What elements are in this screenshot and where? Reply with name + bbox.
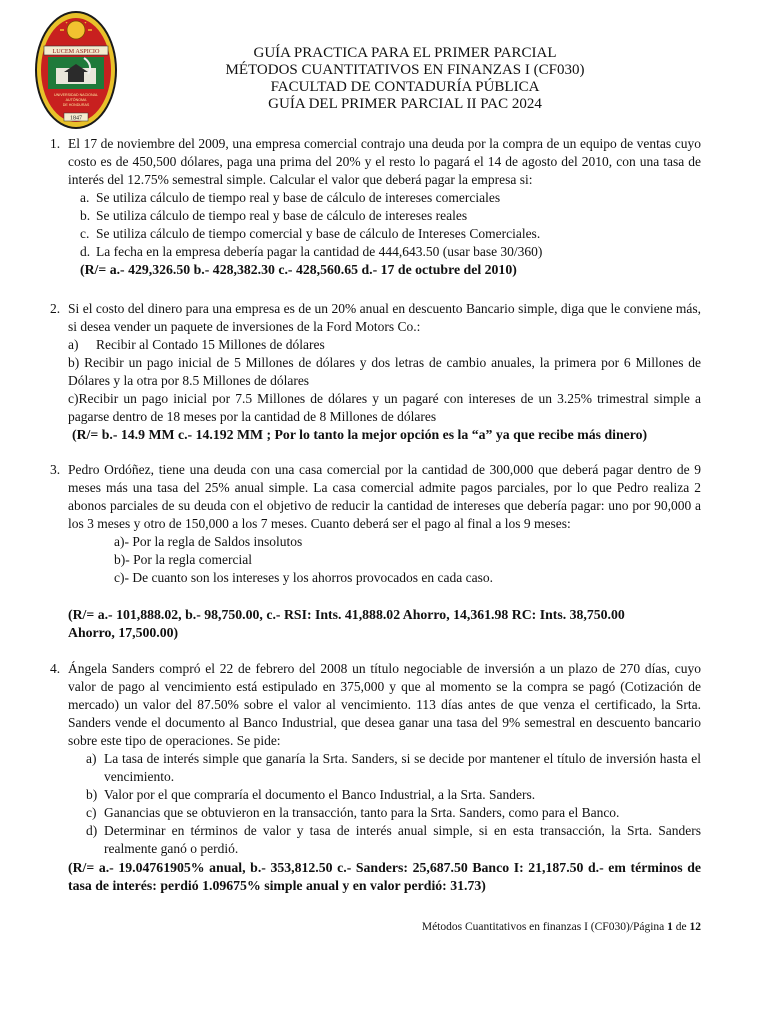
document-header xyxy=(130,45,680,113)
item-letter: b) xyxy=(86,787,98,802)
item-text: Determinar en términos de valor y tasa de interés anual simple, si en esta transacción, la Srta. Sanders realmente ganó o perdió. xyxy=(104,823,701,856)
footer-of: de xyxy=(672,921,690,933)
list-item xyxy=(68,750,701,786)
item-letter: d) xyxy=(86,823,98,838)
university-logo xyxy=(34,10,118,130)
item-letter: c) xyxy=(68,391,79,406)
header-line-1: GUÍA PRACTICA PARA EL PRIMER PARCIAL xyxy=(253,45,557,61)
item-letter: d. xyxy=(80,244,91,259)
item-text: La tasa de interés simple que ganaría la Srta. Sanders, si se decide por mantener el título de inversión hasta el vencimiento. xyxy=(104,751,701,784)
item-letter: a) xyxy=(68,337,79,352)
answer-line-1: (R/= a.- 101,888.02, b.- 98,750.00, c.- RSI: Ints. 41,888.02 Ahorro, 14,361.98 RC: Ints. 38,750.00 xyxy=(68,607,625,622)
page-number: 1 xyxy=(667,921,673,933)
item-letter: a)- xyxy=(114,534,129,549)
header-line-3: FACULTAD DE CONTADURÍA PÚBLICA xyxy=(270,79,540,95)
question-number: 4. xyxy=(50,661,61,676)
item-text: Por la regla de Saldos insolutos xyxy=(132,534,303,549)
question-2 xyxy=(50,300,701,426)
item-text: Valor por el que compraría el documento el Banco Industrial, a la Srta. Sanders. xyxy=(104,787,536,802)
question-4 xyxy=(50,660,701,858)
item-letter: c) xyxy=(86,805,97,820)
answer: (R/= a.- 429,326.50 b.- 428,382.30 c.- 428,560.65 d.- 17 de octubre del 2010) xyxy=(80,262,517,277)
item-text: Se utiliza cálculo de tiempo comercial y base de cálculo de Intereses Comerciales. xyxy=(96,226,541,241)
list-item xyxy=(68,533,701,551)
item-letter: b) xyxy=(68,355,80,370)
item-text: Recibir un pago inicial por 7.5 Millones de dólares y un pagaré con intereses de un 3.25% trimestral simple a pagarse dentro de 18 meses por la cantidad de 8 Millones de dólares xyxy=(68,391,701,424)
logo-ring-text-3: DE HONDURAS xyxy=(62,103,90,107)
item-text: Se utiliza cálculo de tiempo real y base de cálculo de intereses reales xyxy=(96,208,468,223)
list-item xyxy=(68,354,701,390)
question-text: Ángela Sanders compró el 22 de febrero del 2008 un título negociable de inversión a un plazo de 270 días, cuyo valor de pago al vencimiento está estipulado en 375,000 y que al momento se la compra se pagó (Cotización de mercado) un valor del 87.50% sobre el valor al vencimiento. 113 días antes de que venza el certificado, la Srta. Sanders vende el documento al Banco Industrial, que desea ganar una tasa del 9% semestral en descuento bancario sobre este tipo de operaciones. Se pide: xyxy=(68,661,701,748)
question-1 xyxy=(50,135,701,279)
logo-ring-text-2: AUTÓNOMA xyxy=(65,98,87,102)
question-3 xyxy=(50,461,701,587)
item-text: Se utiliza cálculo de tiempo real y base de cálculo de intereses comerciales xyxy=(96,190,501,205)
header-line-4: GUÍA DEL PRIMER PARCIAL II PAC 2024 xyxy=(268,96,542,112)
answer: (R/= a.- 19.04761905% anual, b.- 353,812.50 c.- Sanders: 25,687.50 Banco I: 21,187.50 d.- em términos de tasa de interés: perdió 1.09675% simple anual y en valor perdió: 31.73) xyxy=(68,860,701,893)
question-text: El 17 de noviembre del 2009, una empresa comercial contrajo una deuda por la compra de un equipo de ventas cuyo costo es de 450,500 dólares, paga una prima del 20% y el resto lo pagará el 14 de agosto del 2010, con una tasa de interés del 12.75% semestral simple. Calcular el valor que deberá pagar la empresa si: xyxy=(68,136,701,187)
page-total: 12 xyxy=(689,921,701,933)
logo-ring-text: UNIVERSIDAD NACIONAL xyxy=(54,93,98,97)
unah-seal-icon xyxy=(34,10,118,130)
list-item xyxy=(68,207,701,225)
answer: (R/= b.- 14.9 MM c.- 14.192 MM ; Por lo tanto la mejor opción es la “a” ya que recibe más dinero) xyxy=(72,427,648,442)
item-letter: c)- xyxy=(114,570,129,585)
list-item xyxy=(68,551,701,569)
question-number: 2. xyxy=(50,301,61,316)
item-letter: b)- xyxy=(114,552,130,567)
logo-banner-text: LUCEM ASPICIO xyxy=(52,48,100,56)
list-item xyxy=(68,786,701,804)
item-text: Por la regla comercial xyxy=(133,552,252,567)
question-text: Si el costo del dinero para una empresa es de un 20% anual en descuento Bancario simple, diga que le conviene más, si desea vender un paquete de inversiones de la Ford Motors Co.: xyxy=(68,301,701,334)
footer-text: Métodos Cuantitativos en finanzas I (CF030)/Página xyxy=(421,921,668,933)
header-line-2: MÉTODOS CUANTITATIVOS EN FINANZAS I (CF030) xyxy=(225,62,585,78)
item-letter: c. xyxy=(80,226,90,241)
item-text: Recibir al Contado 15 Millones de dólares xyxy=(96,337,325,352)
item-text: La fecha en la empresa debería pagar la cantidad de 444,643.50 (usar base 30/360) xyxy=(96,244,543,259)
logo-year: 1847 xyxy=(70,115,82,122)
item-letter: b. xyxy=(80,208,91,223)
list-item xyxy=(68,189,701,207)
list-item xyxy=(68,336,701,354)
list-item xyxy=(68,390,701,426)
item-text: Ganancias que se obtuvieron en la transacción, tanto para la Srta. Sanders, como para el Banco. xyxy=(104,805,620,820)
question-number: 1. xyxy=(50,136,61,151)
answer-line-2: Ahorro, 17,500.00) xyxy=(68,625,179,640)
list-item xyxy=(68,225,701,243)
list-item xyxy=(68,804,701,822)
question-number: 3. xyxy=(50,462,61,477)
item-text: Recibir un pago inicial de 5 Millones de dólares y dos letras de cambio anuales, la primera por 6 Millones de Dólares y la otra por 8.5 Millones de dólares xyxy=(68,355,701,388)
item-letter: a. xyxy=(80,190,90,205)
list-item xyxy=(68,822,701,858)
list-item xyxy=(68,243,701,261)
item-letter: a) xyxy=(86,751,97,766)
page-footer xyxy=(380,921,701,933)
list-item xyxy=(68,569,701,587)
item-text: De cuanto son los intereses y los ahorros provocados en cada caso. xyxy=(132,570,494,585)
question-text: Pedro Ordóñez, tiene una deuda con una casa comercial por la cantidad de 300,000 que deberá pagar dentro de 9 meses más una tasa del 25% anual simple. La casa comercial admite pagos parciales, por lo que Pedro realiza 2 abonos parciales de su deuda con el objetivo de reducir la cantidad de intereses que debería pagar: uno por 90,000 a los 3 meses y otro de 150,000 a los 7 meses. Cuanto deberá ser el pago al final a los 9 meses: xyxy=(68,462,701,531)
